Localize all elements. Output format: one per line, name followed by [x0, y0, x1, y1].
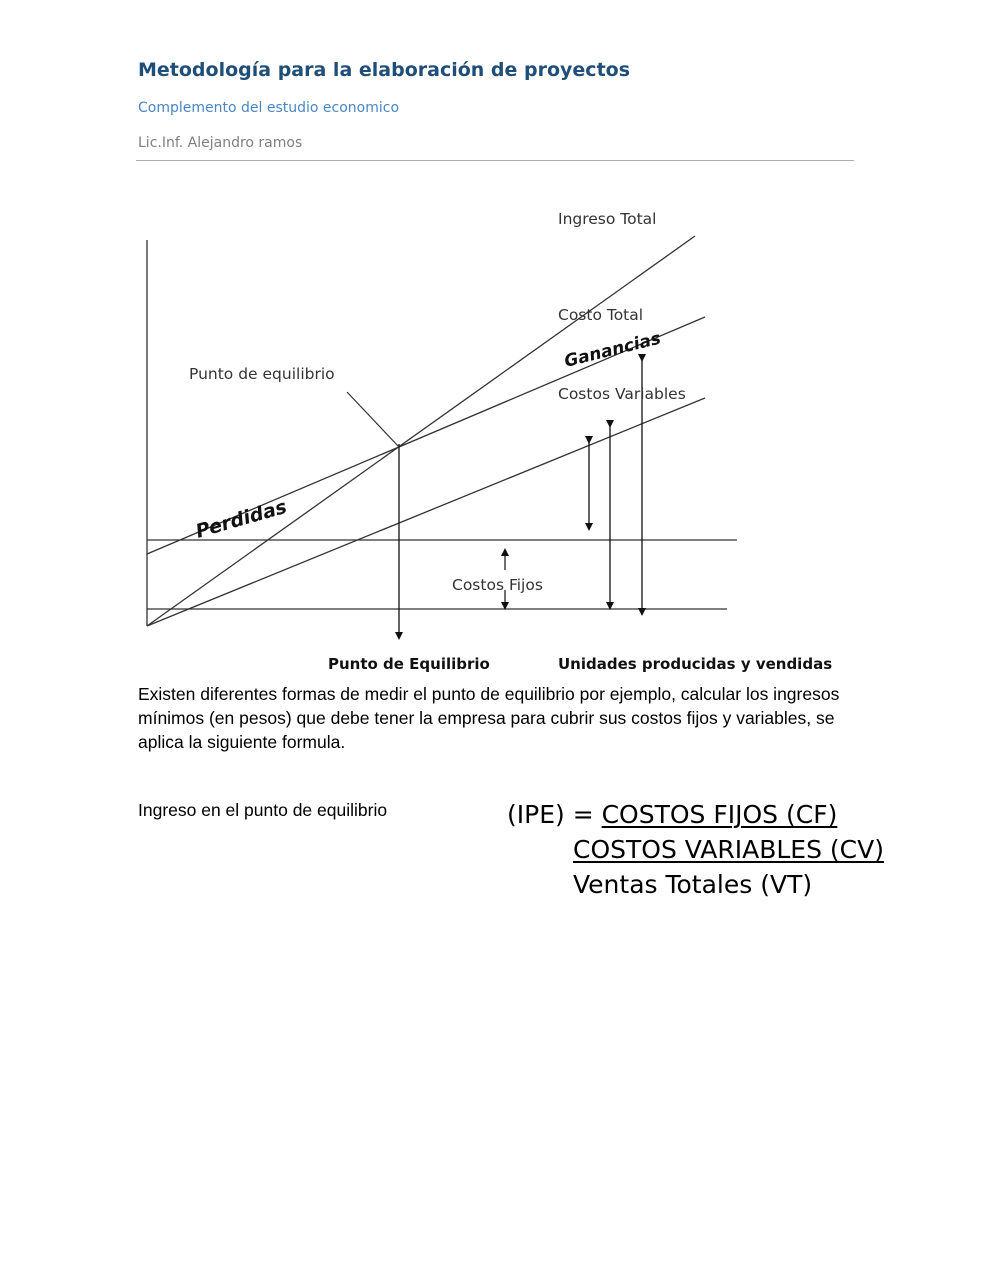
label-punto-equilibrio-callout: Punto de equilibrio	[189, 365, 335, 383]
label-costos-fijos: Costos Fijos	[452, 576, 543, 594]
formula-label: Ingreso en el punto de equilibrio	[138, 800, 388, 820]
formula-numerator: COSTOS FIJOS (CF)	[601, 800, 838, 829]
label-ingreso-total: Ingreso Total	[558, 210, 657, 228]
break-even-callout-line	[347, 392, 399, 447]
label-costos-variables: Costos Variables	[558, 385, 686, 403]
label-costo-total: Costo Total	[558, 306, 644, 324]
formula-denominator-top: COSTOS VARIABLES (CV)	[573, 835, 884, 864]
ipe-formula	[507, 797, 884, 902]
document-author: Lic.Inf. Alejandro ramos	[138, 135, 303, 151]
label-perdidas: Perdidas	[193, 495, 290, 543]
label-ganancias: Ganancias	[562, 328, 663, 372]
document-subtitle: Complemento del estudio economico	[138, 100, 400, 116]
formula-lhs: (IPE) =	[507, 800, 602, 829]
body-paragraph: Existen diferentes formas de medir el punto de equilibrio por ejemplo, calcular los ingresos mínimos (en pesos) que debe tener la empresa para cubrir sus costos fijos y variables, se aplica la siguiente formula.	[138, 684, 840, 752]
label-x-punto-equilibrio: Punto de Equilibrio	[328, 655, 490, 673]
label-x-unidades: Unidades producidas y vendidas	[558, 655, 833, 673]
document-title: Metodología para la elaboración de proyectos	[138, 59, 631, 81]
formula-denominator-bottom: Ventas Totales (VT)	[573, 870, 813, 899]
total-income-line	[147, 236, 695, 626]
